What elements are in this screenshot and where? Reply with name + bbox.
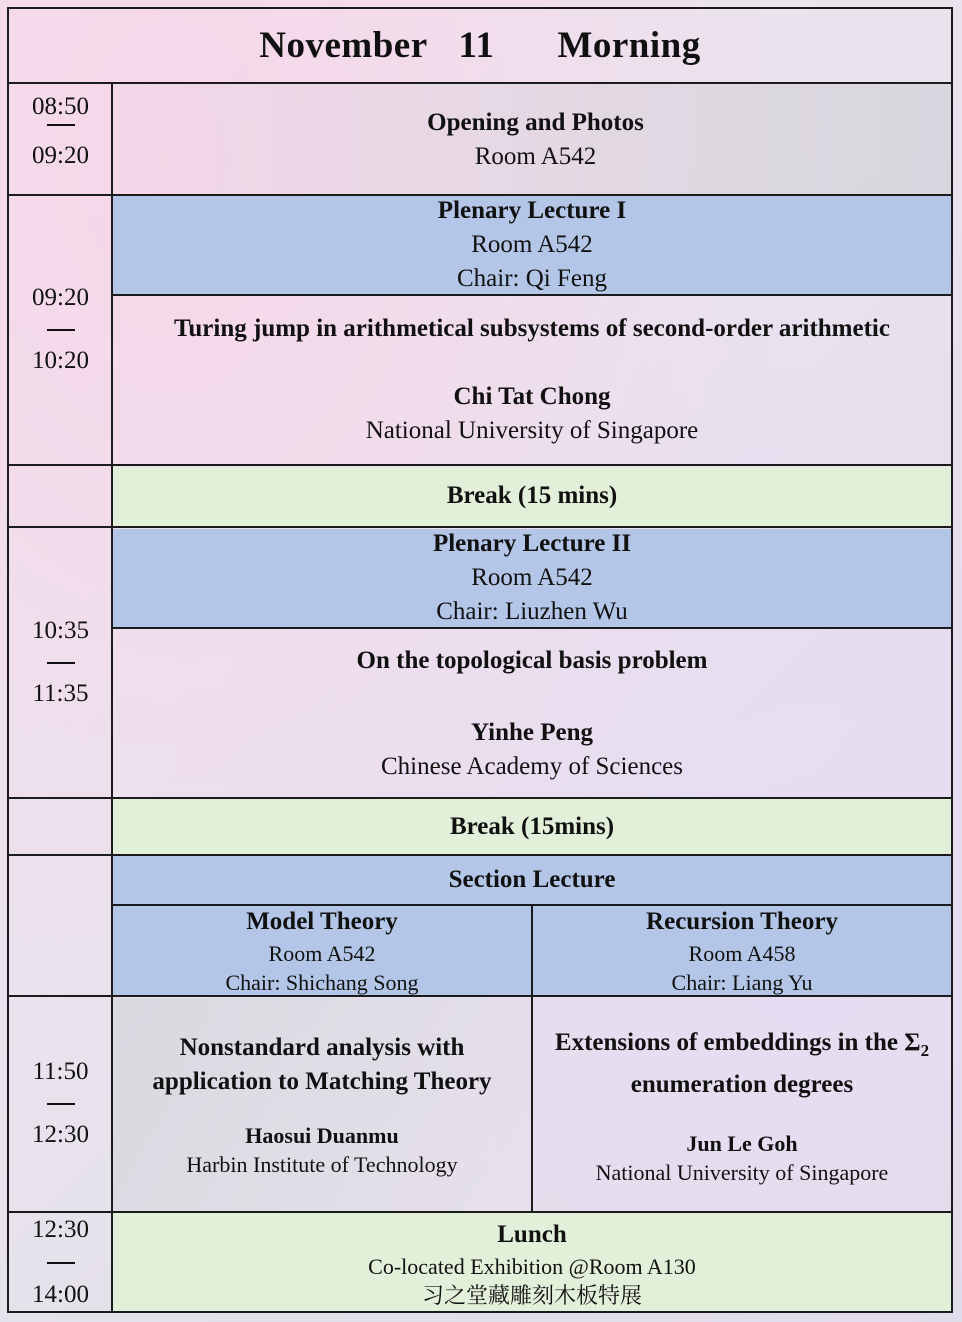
opening-cell <box>113 90 958 190</box>
plenary2-chair: Chair: Liuzhen Wu <box>436 598 628 625</box>
time-dash <box>47 662 75 664</box>
time-end: 10:20 <box>32 347 89 374</box>
plenary2-talk <box>113 644 951 784</box>
section-left-header <box>113 906 531 995</box>
left-affiliation: Harbin Institute of Technology <box>186 1152 458 1177</box>
break1-label: Break (15 mins) <box>446 482 618 509</box>
right-track-room: Room A458 <box>688 940 796 966</box>
time-slot-3 <box>9 614 112 711</box>
time-slot-4 <box>9 1055 112 1152</box>
lunch-title: Lunch <box>497 1220 567 1248</box>
right-affiliation: National University of Singapore <box>595 1160 889 1185</box>
lunch-exhibition: Co-located Exhibition @Room A130 <box>368 1253 696 1279</box>
plenary1-speaker: Chi Tat Chong <box>453 383 611 410</box>
divider <box>7 82 953 84</box>
right-track-heading: Recursion Theory <box>646 907 838 935</box>
time-start: 11:50 <box>32 1058 89 1085</box>
time-end: 11:35 <box>32 680 89 707</box>
page-title: November 11 Morning <box>259 25 701 66</box>
plenary1-header <box>113 196 951 294</box>
plenary2-affiliation: Chinese Academy of Sciences <box>381 753 683 780</box>
break2-cell <box>113 799 951 854</box>
left-track-chair: Chair: Shichang Song <box>225 969 419 995</box>
time-start: 09:20 <box>32 284 89 311</box>
plenary1-chair: Chair: Qi Feng <box>457 265 607 292</box>
plenary2-room: Room A542 <box>471 564 593 591</box>
plenary2-heading: Plenary Lecture II <box>432 530 632 557</box>
right-speaker: Jun Le Goh <box>686 1131 798 1156</box>
right-talk-title-subscript: 2 <box>920 1041 930 1060</box>
time-start: 08:50 <box>32 93 89 120</box>
right-talk-title-line2: enumeration degrees <box>630 1071 854 1098</box>
opening-title: Opening and Photos <box>427 109 644 136</box>
plenary1-heading: Plenary Lecture I <box>437 197 627 224</box>
right-talk-title-text: Extensions of embeddings in the Σ <box>554 1029 921 1056</box>
right-talk-title-line1 <box>555 1026 929 1068</box>
time-end: 12:30 <box>32 1121 89 1148</box>
right-track-chair: Chair: Liang Yu <box>671 969 813 995</box>
time-dash <box>47 124 75 126</box>
plenary2-header <box>113 529 951 627</box>
left-talk-title-line2: application to Matching Theory <box>152 1068 492 1095</box>
plenary1-talk <box>113 312 951 452</box>
left-talk <box>113 1031 531 1191</box>
plenary2-speaker: Yinhe Peng <box>471 719 593 746</box>
border-right <box>951 7 953 1313</box>
plenary2-talk-title: On the topological basis problem <box>356 647 708 674</box>
left-track-heading: Model Theory <box>246 907 398 935</box>
border-bottom <box>7 1311 953 1313</box>
time-start: 10:35 <box>32 617 89 644</box>
plenary1-room: Room A542 <box>471 231 593 258</box>
time-slot-1 <box>9 90 112 173</box>
time-end: 14:00 <box>32 1281 89 1308</box>
time-slot-2 <box>9 281 112 378</box>
plenary1-affiliation: National University of Singapore <box>365 417 699 444</box>
lunch-cell <box>113 1216 951 1311</box>
section-heading: Section Lecture <box>448 866 616 893</box>
break2-label: Break (15mins) <box>449 812 615 840</box>
left-track-room: Room A542 <box>268 940 376 966</box>
divider <box>7 1211 953 1213</box>
time-dash <box>47 1103 75 1105</box>
left-talk-title-line1: Nonstandard analysis with <box>179 1034 465 1061</box>
lunch-exhibition-cn: 习之堂藏雕刻木板特展 <box>421 1282 642 1308</box>
page-title-cell <box>9 9 951 82</box>
right-talk <box>533 1026 951 1191</box>
time-slot-5 <box>9 1213 112 1312</box>
section-heading-cell <box>113 856 951 904</box>
opening-room: Room A542 <box>474 143 597 170</box>
time-end: 09:20 <box>32 142 89 169</box>
time-dash <box>47 1262 75 1264</box>
time-start: 12:30 <box>32 1216 89 1243</box>
time-dash <box>47 329 75 331</box>
section-right-header <box>533 906 951 995</box>
break1-cell <box>113 466 951 526</box>
left-speaker: Haosui Duanmu <box>245 1123 399 1148</box>
plenary1-talk-title: Turing jump in arithmetical subsystems of second-order arithmetic <box>174 315 890 342</box>
